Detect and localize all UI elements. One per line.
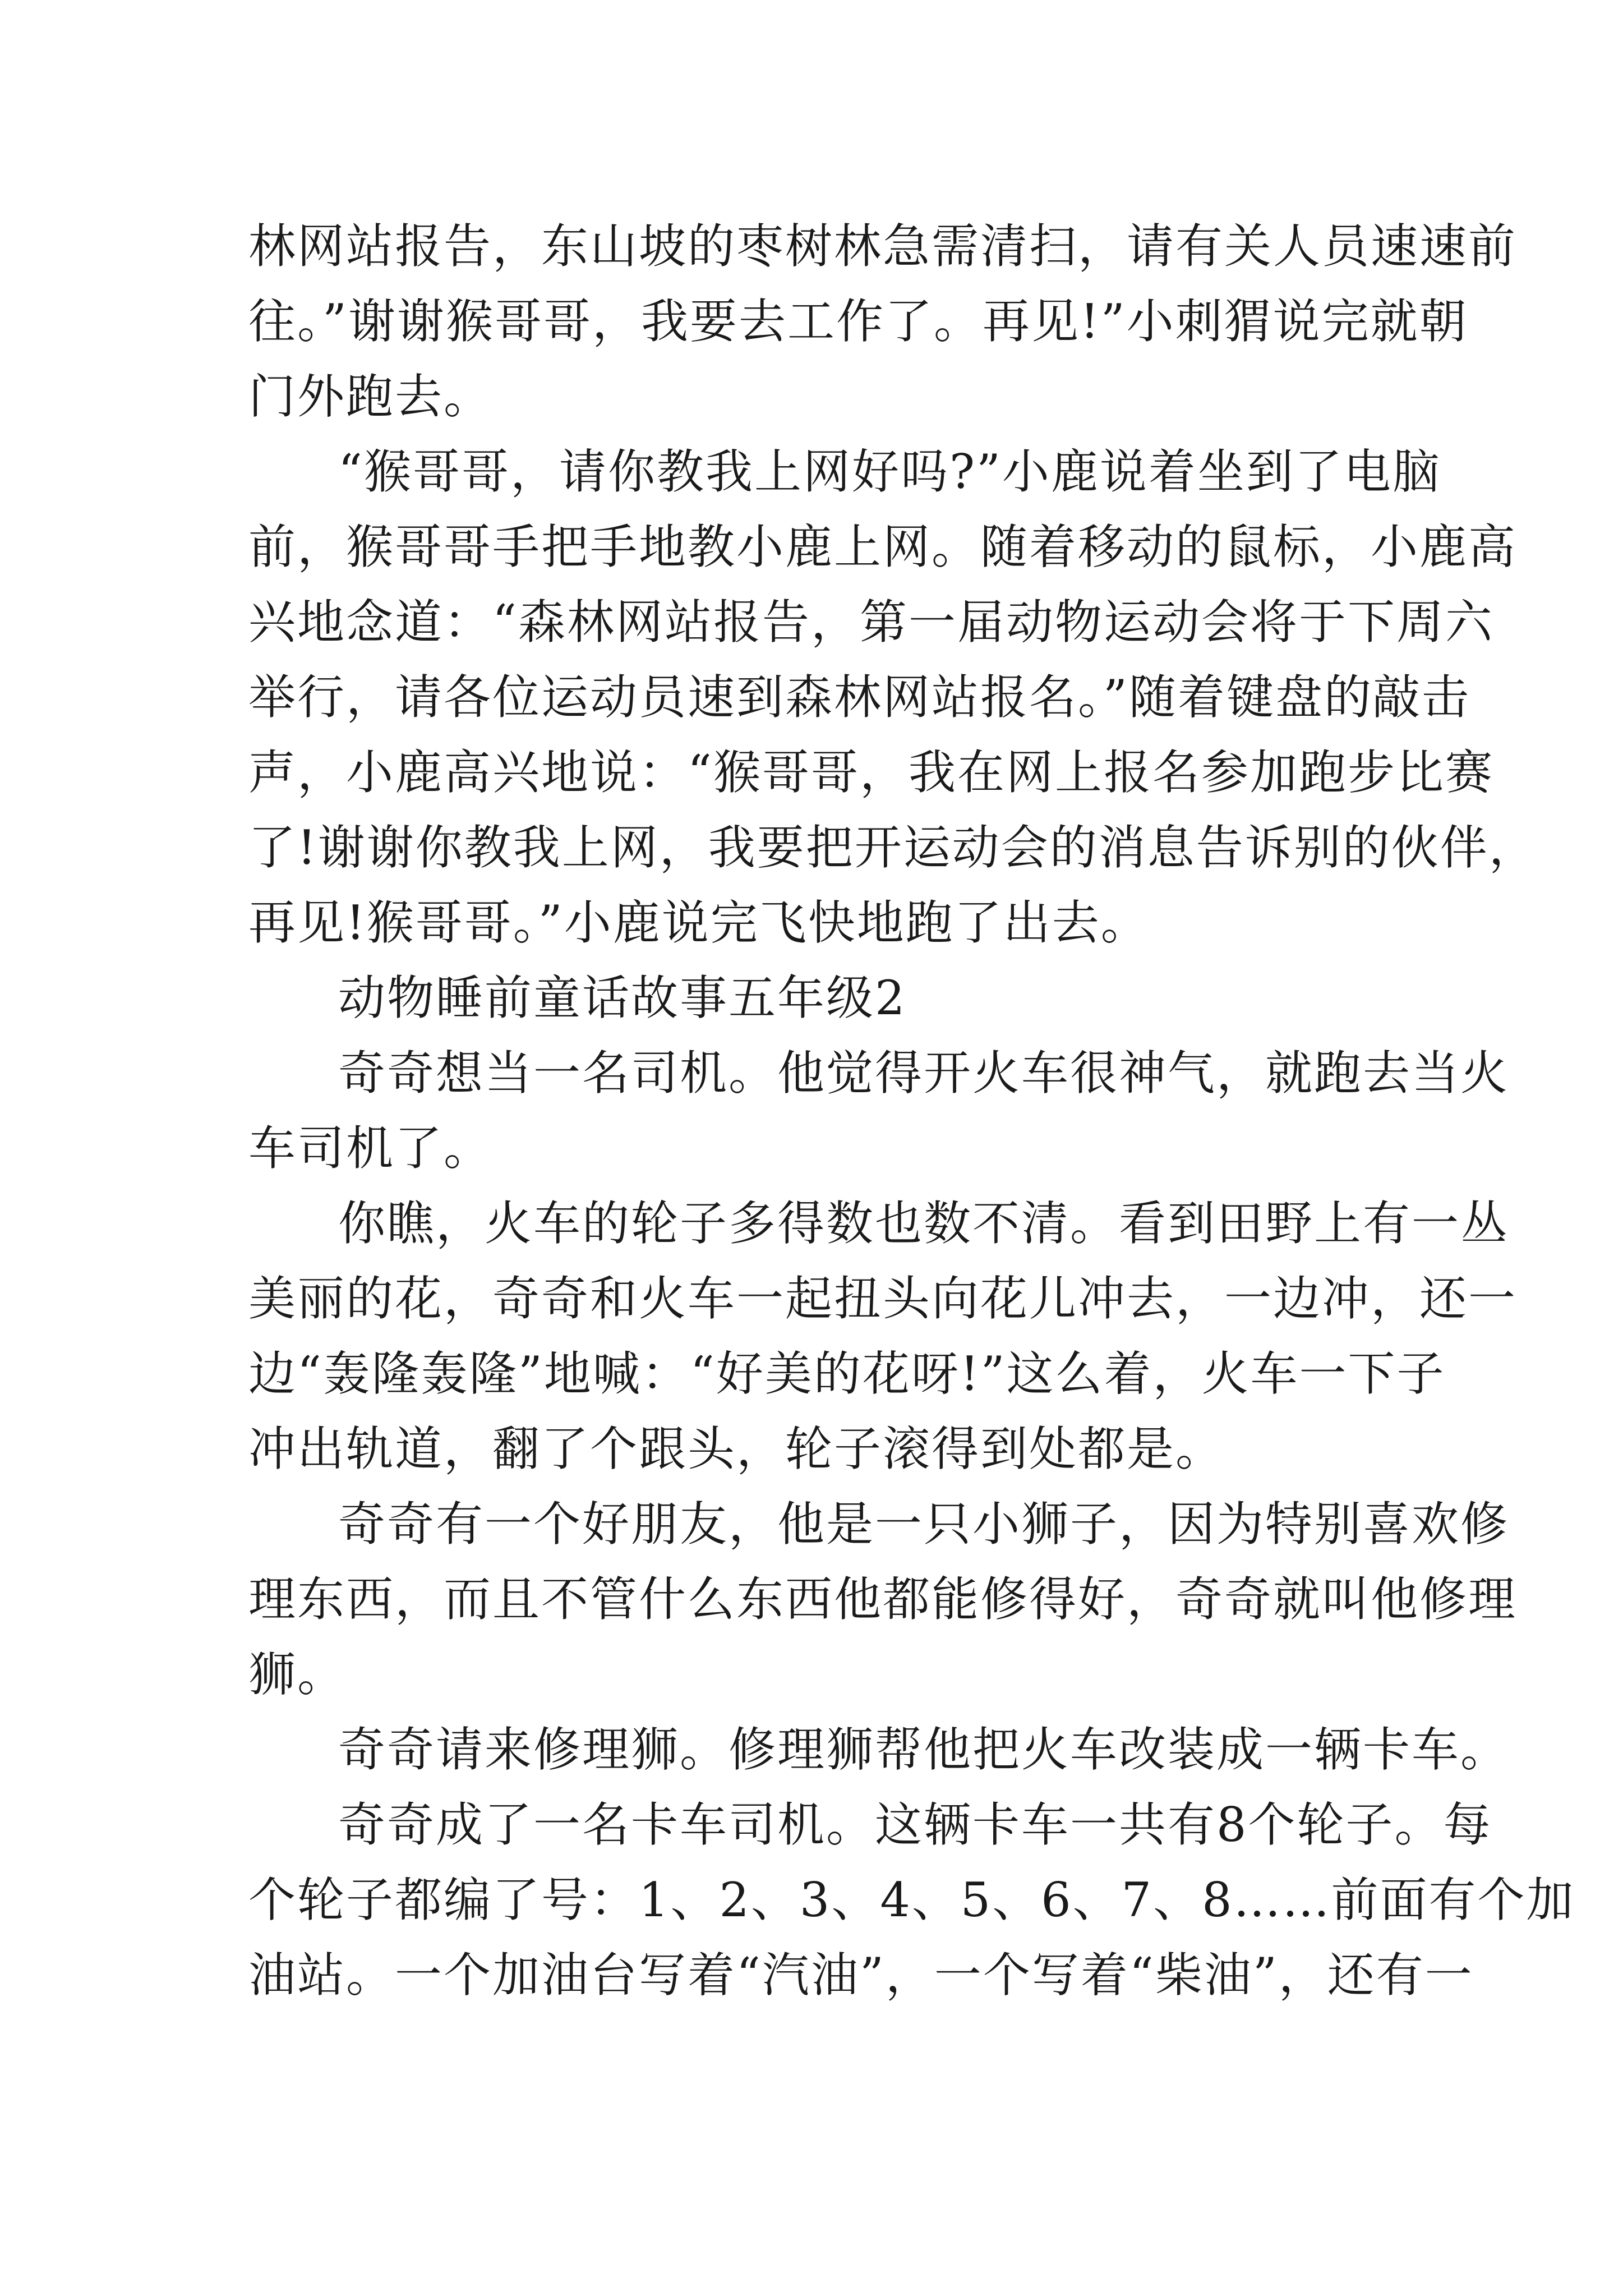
text-line: “猴哥哥，请你教我上网好吗?”小鹿说着坐到了电脑	[338, 444, 1441, 499]
text-line: 奇奇成了一名卡车司机。这辆卡车一共有8个轮子。每	[338, 1797, 1492, 1852]
section-title: 动物睡前童话故事五年级2	[338, 970, 907, 1025]
text-line: 门外跑去。	[248, 369, 493, 424]
paragraph-1	[248, 209, 1518, 434]
paragraph-6	[248, 1712, 1510, 1787]
text-line: 了!谢谢你教我上网，我要把开运动会的消息告诉别的伙伴，	[248, 820, 1538, 875]
text-line: 前，猴哥哥手把手地教小鹿上网。随着移动的鼠标，小鹿高	[248, 519, 1518, 574]
text-line: 奇奇请来修理狮。修理狮帮他把火车改装成一辆卡车。	[338, 1722, 1510, 1777]
text-line: 美丽的花，奇奇和火车一起扭头向花儿冲去，一边冲，还一	[248, 1271, 1518, 1326]
section-heading	[248, 960, 1387, 1036]
paragraph-3	[248, 1036, 1510, 1186]
text-line: 林网站报告，东山坡的枣树林急需清扫，请有关人员速速前	[248, 219, 1518, 274]
text-line: 奇奇想当一名司机。他觉得开火车很神气，就跑去当火	[338, 1046, 1510, 1101]
document-body	[248, 209, 1575, 2013]
text-line: 你瞧，火车的轮子多得数也数不清。看到田野上有一丛	[338, 1196, 1510, 1251]
text-line: 再见!猴哥哥。”小鹿说完飞快地跑了出去。	[248, 895, 1150, 950]
text-line: 兴地念道：“森林网站报告，第一届动物运动会将于下周六	[248, 595, 1494, 650]
text-line: 冲出轨道，翻了个跟头，轮子滚得到处都是。	[248, 1421, 1225, 1476]
text-line: 举行，请各位运动员速到森林网站报名。”随着键盘的敲击	[248, 670, 1470, 725]
text-line: 声，小鹿高兴地说：“猴哥哥，我在网上报名参加跑步比赛	[248, 745, 1494, 800]
paragraph-5	[248, 1487, 1518, 1712]
text-line: 油站。一个加油台写着“汽油”，一个写着“柴油”，还有一	[248, 1948, 1474, 2003]
paragraph-2	[248, 434, 1538, 960]
text-line: 个轮子都编了号：1、2、3、4、5、6、7、8……前面有个加	[248, 1872, 1575, 1927]
paragraph-7	[248, 1787, 1575, 2013]
paragraph-4	[248, 1186, 1518, 1487]
text-line: 往。”谢谢猴哥哥，我要去工作了。再见!”小刺猬说完就朝	[248, 294, 1468, 349]
text-line: 狮。	[248, 1647, 347, 1702]
text-line: 车司机了。	[248, 1121, 493, 1176]
text-line: 奇奇有一个好朋友，他是一只小狮子，因为特别喜欢修	[338, 1497, 1510, 1552]
text-line: 边“轰隆轰隆”地喊：“好美的花呀!”这么着，火车一下子	[248, 1346, 1446, 1401]
text-line: 理东西，而且不管什么东西他都能修得好，奇奇就叫他修理	[248, 1572, 1518, 1627]
